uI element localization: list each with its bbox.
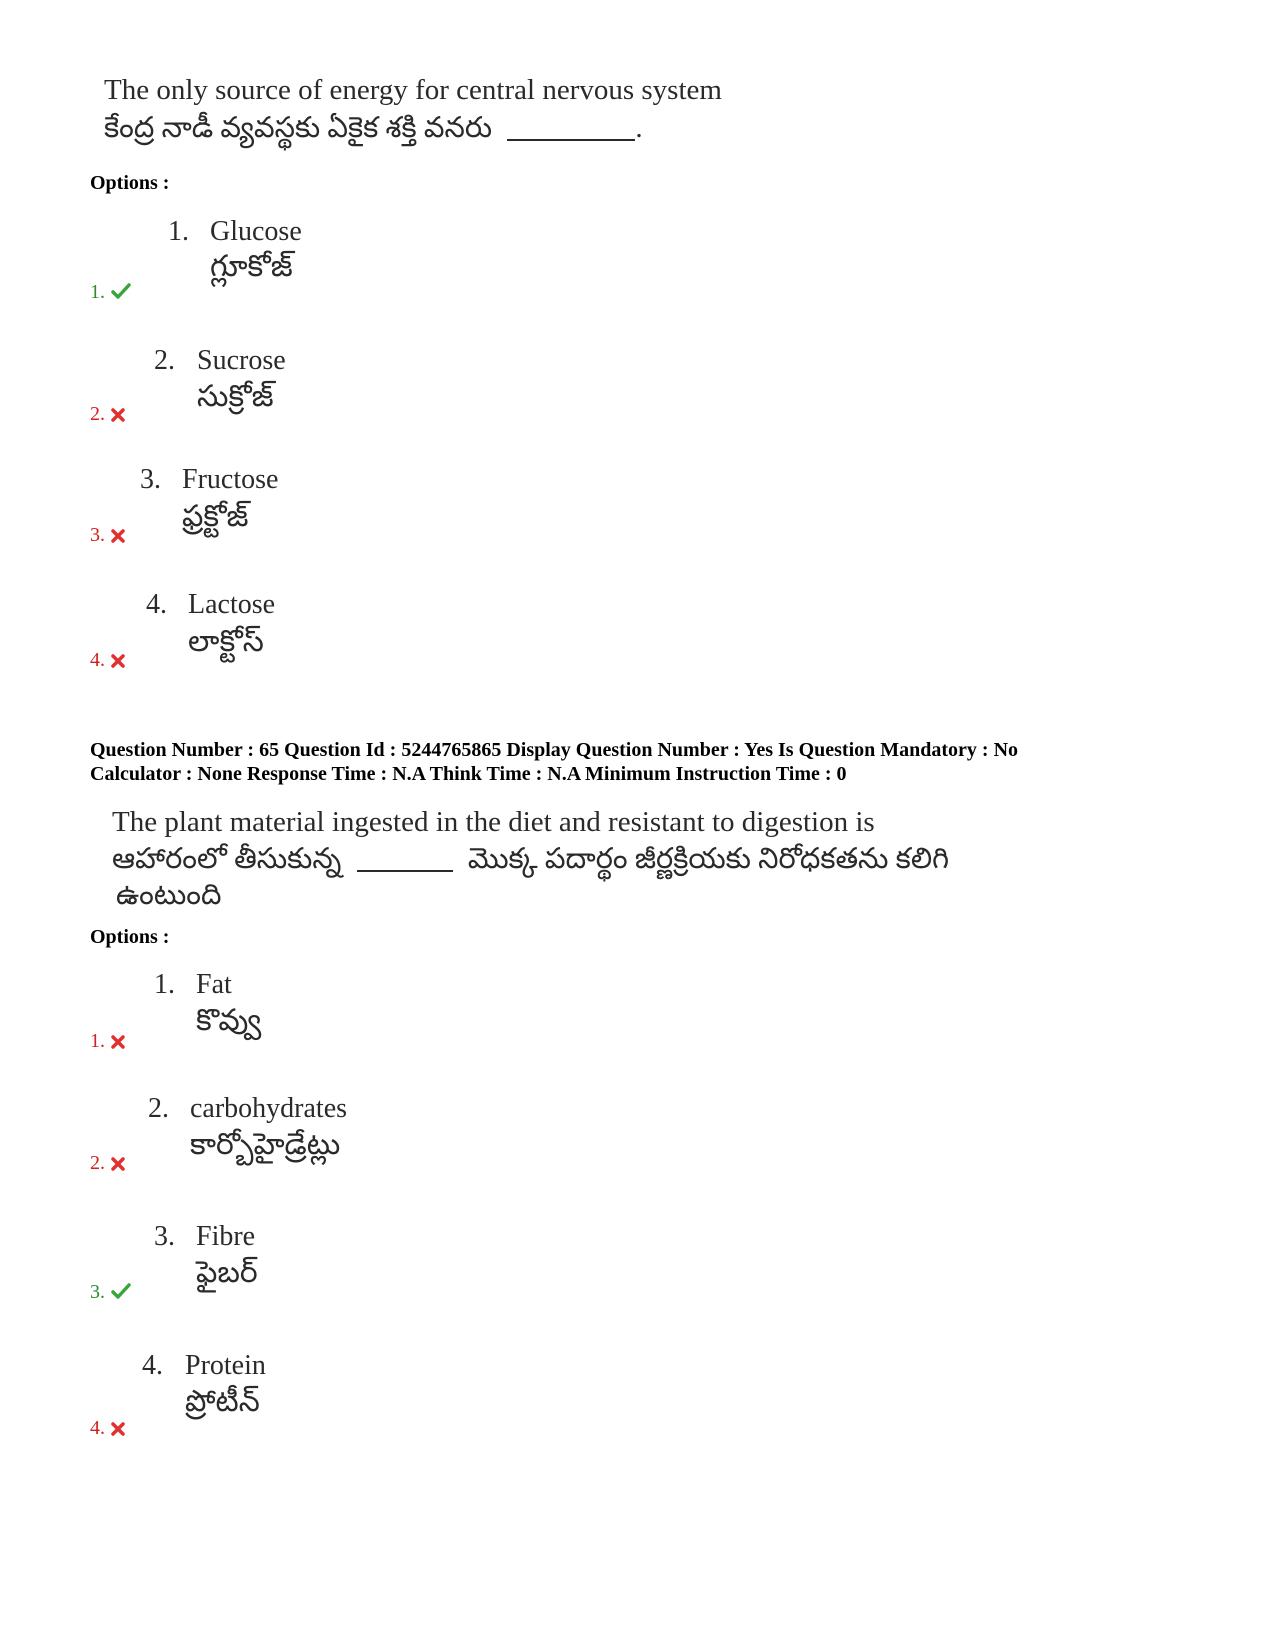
- option-marker-number: 4.: [90, 1417, 105, 1439]
- option-text-en: Fibre: [196, 1221, 256, 1252]
- question-1-text-en: The only source of energy for central nervous system: [104, 74, 722, 106]
- question-2-text-te-line-3: ఉంటుంది: [116, 879, 222, 911]
- question-2-text-te-part2: మొక్క పదార్థం జీర్ణక్రియకు నిరోధకతను కలిగి: [467, 843, 949, 875]
- option-text-te: సుక్రోజ్: [197, 380, 274, 413]
- option-marker: [90, 403, 125, 428]
- option-number: 1.: [154, 969, 175, 1000]
- option-text-en: Fat: [196, 969, 232, 1000]
- option-marker-number: 3.: [90, 524, 105, 546]
- question-2-text-en: The plant material ingested in the diet and resistant to digestion is: [112, 806, 875, 838]
- option-text-te: లాక్టోస్: [188, 625, 264, 658]
- option-text-en: Glucose: [210, 216, 302, 247]
- option-marker: [90, 1030, 125, 1055]
- option-text-en: Protein: [185, 1350, 266, 1381]
- question-1-text-te-part1: కేంద్ర నాడీ వ్యవస్థకు ఏకైక శక్తి వనరు: [104, 112, 493, 144]
- cross-icon: [111, 1032, 125, 1055]
- option-marker: [90, 281, 131, 306]
- option-number: 4.: [142, 1350, 163, 1381]
- option-text-en: Fructose: [182, 464, 279, 495]
- option-text-te: కార్బోహైడ్రేట్లు: [190, 1128, 341, 1161]
- option-number: 3.: [140, 464, 161, 495]
- option-marker-number: 1.: [90, 281, 105, 303]
- option-marker-number: 2.: [90, 1152, 105, 1174]
- cross-icon: [111, 405, 125, 428]
- option-marker: [90, 649, 125, 674]
- option-marker: [90, 1152, 125, 1177]
- question-meta-line-1: Question Number : 65 Question Id : 5244765865 Display Question Number : Yes Is Question Mandatory : No: [90, 739, 1019, 761]
- question-meta-line-2: Calculator : None Response Time : N.A Think Time : N.A Minimum Instruction Time : 0: [90, 763, 847, 785]
- check-icon: [111, 1282, 131, 1306]
- option-text-te: గ్లూకోజ్: [210, 250, 293, 283]
- option-marker: [90, 1281, 131, 1306]
- question-1-text-te-part2: .: [635, 112, 643, 144]
- option-text-te: కొవ్వు: [196, 1004, 262, 1037]
- option-number: 3.: [154, 1221, 175, 1252]
- option-number: 2.: [148, 1093, 169, 1124]
- option-marker-number: 3.: [90, 1281, 105, 1303]
- answer-blank: [357, 844, 453, 872]
- option-text-en: Lactose: [188, 589, 276, 620]
- option-number: 4.: [146, 589, 167, 620]
- option-text-te: ప్రోటీన్: [185, 1385, 260, 1418]
- option-text-en: carbohydrates: [190, 1093, 348, 1124]
- option-number: 1.: [168, 216, 189, 247]
- option-text-te: ఫైబర్: [196, 1256, 258, 1289]
- options-label: Options :: [90, 172, 170, 194]
- check-icon: [111, 282, 131, 306]
- option-marker: [90, 1417, 125, 1442]
- option-text-en: Sucrose: [197, 345, 286, 376]
- option-number: 2.: [154, 345, 175, 376]
- cross-icon: [111, 1419, 125, 1442]
- option-marker: [90, 524, 125, 549]
- cross-icon: [111, 1154, 125, 1177]
- answer-blank: [507, 113, 635, 141]
- option-marker-number: 2.: [90, 403, 105, 425]
- option-text-te: ఫ్రక్టోజ్: [182, 500, 249, 533]
- question-1-text-te: [104, 110, 643, 146]
- cross-icon: [111, 526, 125, 549]
- options-label: Options :: [90, 926, 170, 948]
- option-marker-number: 1.: [90, 1030, 105, 1052]
- question-2-text-te-part1: ఆహారంలో తీసుకున్న: [112, 843, 342, 875]
- option-marker-number: 4.: [90, 649, 105, 671]
- question-2-text-te: [112, 841, 949, 877]
- cross-icon: [111, 651, 125, 674]
